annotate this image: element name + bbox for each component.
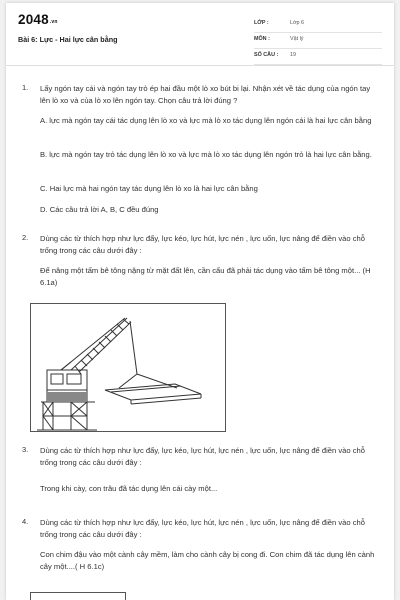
header-divider <box>6 65 394 66</box>
meta-row-subject <box>254 33 382 49</box>
branch-illustration <box>31 593 125 600</box>
question-body: Để nâng một tấm bê tông nặng từ mặt đất lên, cần cẩu đã phải tác dụng vào tấm bê tông một... (H 6.1a) <box>40 266 371 287</box>
question-body: Con chim đậu vào một cành cây mềm, làm cho cành cây bị cong đi. Con chim đã tác dụng lên cành cây một....( H 6.1c) <box>40 550 375 571</box>
meta-value: Vật lý <box>290 36 304 42</box>
question-text: Dùng các từ thích hợp như lực đẩy, lực kéo, lực hút, lực nén , lực uốn, lực nâng để điền vào chỗ trống trong các câu dưới đây : <box>40 234 365 255</box>
meta-value: 19 <box>290 52 296 58</box>
meta-table <box>254 17 382 65</box>
question-text: Dùng các từ thích hợp như lực đẩy, lực kéo, lực hút, lực nén , lực uốn, lực nâng để điền vào chỗ trống trong các câu dưới đây : <box>40 518 365 539</box>
answer-option-d[interactable]: D. Các câu trả lời A, B, C đều đúng <box>40 205 159 214</box>
branch-figure <box>30 592 126 600</box>
answer-option-c[interactable]: C. Hai lực mà hai ngón tay tác dụng lên lò xo là hai lực cân bằng <box>40 184 258 193</box>
worksheet-page <box>6 3 394 600</box>
question-number: 1. <box>22 83 29 92</box>
question-number: 4. <box>22 517 29 526</box>
meta-row-class <box>254 17 382 33</box>
site-logo[interactable] <box>18 12 58 27</box>
question-text: Dùng các từ thích hợp như lực đẩy, lực kéo, lực hút, lực nén , lực uốn, lực nâng để điền vào chỗ trống trong các câu dưới đây : <box>40 446 365 467</box>
question-body: Trong khi cày, con trâu đã tác dụng lên cái cày một... <box>40 484 218 493</box>
meta-label: LỚP : <box>254 20 269 26</box>
lesson-title: Bài 6: Lực - Hai lực cân bằng <box>18 35 118 44</box>
meta-label: MÔN : <box>254 36 270 42</box>
meta-row-count <box>254 49 382 65</box>
question-number: 2. <box>22 233 29 242</box>
crane-illustration <box>31 304 225 431</box>
answer-option-b[interactable]: B. lực mà ngón tay trỏ tác dụng lên lò xo và lực mà lò xo tác dụng lên ngón trỏ là hai lực cân bằng. <box>40 150 372 159</box>
question-number: 3. <box>22 445 29 454</box>
worksheet-header <box>6 3 394 69</box>
question-text: Lấy ngón tay cái và ngón tay trỏ ép hai đầu một lò xo bút bi lại. Nhận xét về tác dụng của ngón tay lên lò xo và của lò xo lên ngón tay. Chọn câu trả lời đúng ? <box>40 84 371 105</box>
crane-figure <box>30 303 226 432</box>
meta-value: Lớp 6 <box>290 20 305 26</box>
logo-suffix: .vn <box>49 19 58 25</box>
meta-label: SỐ CÂU : <box>254 52 279 58</box>
logo-text: 2048 <box>18 12 49 27</box>
answer-option-a[interactable]: A. lực mà ngón tay cái tác dụng lên lò xo và lực mà lò xo tác dụng lên ngón cái là hai lực cân bằng <box>40 116 372 125</box>
